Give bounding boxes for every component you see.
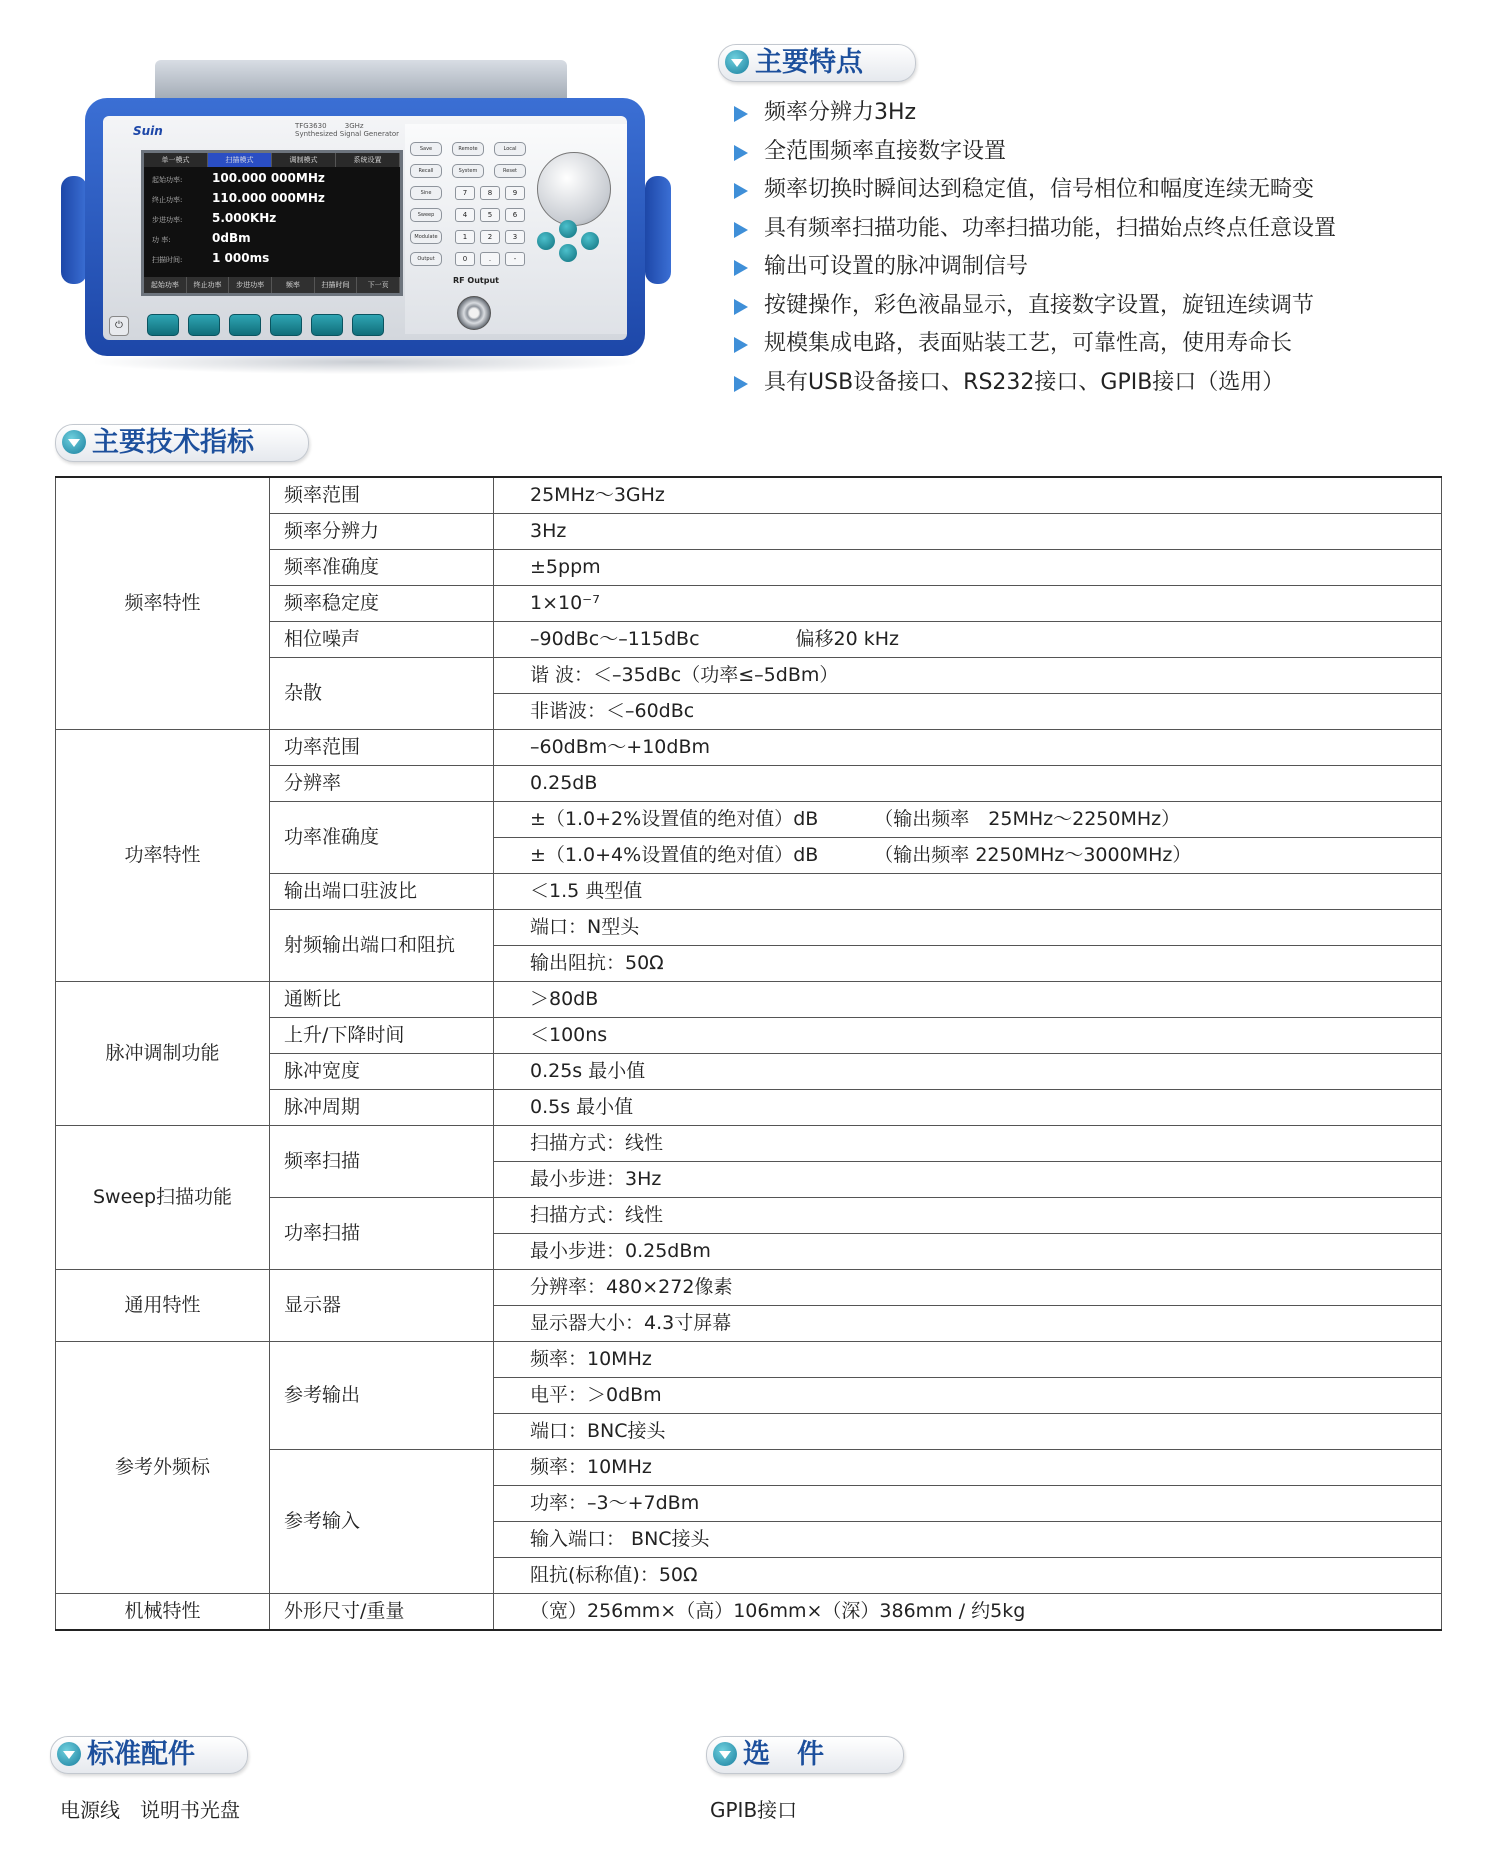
down-triangle-icon (62, 430, 86, 454)
function-key (229, 314, 261, 336)
item-cell: 频率扫描 (270, 1126, 494, 1198)
value-cell: 扫描方式：线性 (494, 1198, 1442, 1234)
value-text: ±（1.0+4%设置值的绝对值）dB (530, 844, 819, 866)
down-triangle-icon (57, 1742, 81, 1766)
features-heading (718, 44, 916, 82)
bullet-triangle-icon (734, 260, 748, 276)
feature-text: 按键操作，彩色液晶显示，直接数字设置，旋钮连续调节 (764, 292, 1315, 318)
numpad-key: 4 (455, 208, 475, 222)
category-cell: Sweep扫描功能 (56, 1126, 270, 1270)
optional-accessories: GPIB接口 (710, 1798, 798, 1822)
feature-item (730, 291, 1336, 330)
knob-icon (537, 152, 611, 226)
device-model-sub: Synthesized Signal Generator (295, 130, 400, 138)
feature-text: 规模集成电路，表面贴装工艺，可靠性高，使用寿命长 (764, 331, 1293, 356)
value-cell: 频率：10MHz (494, 1450, 1442, 1486)
bullet-triangle-icon (734, 376, 748, 392)
item-cell: 显示器 (270, 1270, 494, 1342)
value-cell: 1×10⁻⁷ (494, 586, 1442, 622)
numpad-key: 0 (455, 252, 475, 266)
arrow-pad-icon (537, 232, 555, 250)
item-cell: 频率分辨力 (270, 514, 494, 550)
item-cell: 功率准确度 (270, 802, 494, 874)
device-button: Output (410, 252, 442, 266)
bullet-triangle-icon (734, 106, 748, 122)
device-button: Sine (410, 186, 442, 200)
device-button: System (452, 164, 484, 178)
rf-output-label: RF Output (453, 276, 499, 285)
value-cell: 0.25s 最小值 (494, 1054, 1442, 1090)
arrow-pad-icon (559, 220, 577, 238)
value-cell: 3Hz (494, 514, 1442, 550)
feature-text: 具有频率扫描功能、功率扫描功能，扫描始点终点任意设置 (764, 215, 1337, 241)
specs-heading (55, 424, 309, 462)
options-heading (706, 1736, 904, 1774)
item-cell: 频率准确度 (270, 550, 494, 586)
device-model-number: TFG3630 (295, 122, 327, 130)
numpad-key: 2 (480, 230, 500, 244)
lcd-label: 功 率: (152, 236, 171, 244)
numpad-key: - (505, 252, 525, 266)
lcd-label: 起始功率: (152, 176, 183, 184)
item-cell: 脉冲宽度 (270, 1054, 494, 1090)
function-key (147, 314, 179, 336)
item-cell: 参考输入 (270, 1450, 494, 1594)
numpad-key: 5 (480, 208, 500, 222)
bullet-triangle-icon (734, 222, 748, 238)
value-cell: ＜1.5 典型值 (494, 874, 1442, 910)
value-cell: 扫描方式：线性 (494, 1126, 1442, 1162)
feature-text: 输出可设置的脉冲调制信号 (764, 254, 1029, 279)
item-cell: 功率范围 (270, 730, 494, 766)
table-row (56, 1126, 1442, 1162)
value-cell: –60dBm～+10dBm (494, 730, 1442, 766)
function-key (352, 314, 384, 336)
device-button: Save (410, 142, 442, 156)
value-cell: 输入端口： BNC接头 (494, 1522, 1442, 1558)
lcd-softkey: 下一页 (357, 277, 400, 293)
value-cell: 电平：＞0dBm (494, 1378, 1442, 1414)
lcd-value: 0dBm (212, 231, 251, 245)
item-cell: 杂散 (270, 658, 494, 730)
value-cell: 阻抗(标称值)：50Ω (494, 1558, 1442, 1594)
category-cell: 脉冲调制功能 (56, 982, 270, 1126)
device-button: Recall (410, 164, 442, 178)
category-cell: 参考外频标 (56, 1342, 270, 1594)
numpad-key: 8 (480, 186, 500, 200)
power-icon: ⏻ (109, 316, 129, 336)
device-brand: Suin (133, 124, 163, 138)
numpad-key: 9 (505, 186, 525, 200)
value-cell: 端口：BNC接头 (494, 1414, 1442, 1450)
value-cell: 输出阻抗：50Ω (494, 946, 1442, 982)
value-text: （输出频率 2250MHz～3000MHz） (874, 844, 1192, 866)
features-list (730, 98, 1336, 406)
value-text: 偏移20 kHz (795, 628, 900, 650)
signal-generator-image (55, 58, 675, 378)
category-cell: 功率特性 (56, 730, 270, 982)
category-cell: 机械特性 (56, 1594, 270, 1631)
feature-item (730, 252, 1336, 291)
device-handle-left (61, 176, 87, 284)
device-lcd (141, 150, 403, 296)
lcd-softkey: 起始功率 (144, 277, 187, 293)
standard-accessories: 电源线 说明书光盘 (60, 1798, 240, 1822)
lcd-value: 100.000 000MHz (212, 171, 325, 185)
table-row (56, 477, 1442, 514)
value-cell: 25MHz～3GHz (494, 477, 1442, 514)
value-cell (494, 802, 1442, 838)
feature-item (730, 98, 1336, 137)
bullet-triangle-icon (734, 183, 748, 199)
lcd-softkey-bar (144, 277, 400, 293)
lcd-label: 扫描时间: (152, 256, 183, 264)
feature-text: 频率分辨力3Hz (764, 100, 917, 125)
lcd-tab: 单一模式 (144, 153, 208, 167)
numpad-key: . (480, 252, 500, 266)
value-cell: 最小步进：0.25dBm (494, 1234, 1442, 1270)
device-model (295, 122, 399, 138)
item-cell: 脉冲周期 (270, 1090, 494, 1126)
value-cell: 端口：N型头 (494, 910, 1442, 946)
table-row (56, 1594, 1442, 1631)
numpad-key: 3 (505, 230, 525, 244)
standard-title: 标准配件 (87, 1739, 195, 1770)
lcd-value: 5.000KHz (212, 211, 277, 225)
value-text: ±（1.0+2%设置值的绝对值）dB (530, 808, 819, 830)
lcd-value: 110.000 000MHz (212, 191, 325, 205)
value-cell: ±5ppm (494, 550, 1442, 586)
value-cell: （宽）256mm×（高）106mm×（深）386mm / 约5kg (494, 1594, 1442, 1631)
arrow-pad-icon (559, 244, 577, 262)
spec-table (55, 476, 1442, 1631)
table-row (56, 730, 1442, 766)
lcd-softkey: 扫描时间 (315, 277, 358, 293)
value-cell: 频率：10MHz (494, 1342, 1442, 1378)
value-text: –90dBc～–115dBc (530, 628, 700, 650)
feature-text: 全范围频率直接数字设置 (764, 138, 1007, 164)
value-cell: 非谐波：＜–60dBc (494, 694, 1442, 730)
lcd-softkey: 频率 (272, 277, 315, 293)
item-cell: 分辨率 (270, 766, 494, 802)
value-cell: 最小步进：3Hz (494, 1162, 1442, 1198)
feature-item (730, 368, 1336, 407)
table-row (56, 1342, 1442, 1378)
table-row (56, 1270, 1442, 1306)
item-cell: 频率稳定度 (270, 586, 494, 622)
table-row (56, 982, 1442, 1018)
lcd-tab: 调制模式 (272, 153, 336, 167)
function-key (311, 314, 343, 336)
lcd-softkey: 终止功率 (187, 277, 230, 293)
feature-text: 具有USB设备接口、RS232接口、GPIB接口（选用） (764, 369, 1285, 395)
device-button: Reset (494, 164, 526, 178)
item-cell: 上升/下降时间 (270, 1018, 494, 1054)
standard-heading (50, 1736, 248, 1774)
lcd-tab: 系统设置 (336, 153, 400, 167)
item-cell: 外形尺寸/重量 (270, 1594, 494, 1631)
category-cell: 频率特性 (56, 477, 270, 730)
down-triangle-icon (713, 1742, 737, 1766)
value-cell: ＞80dB (494, 982, 1442, 1018)
item-cell: 输出端口驻波比 (270, 874, 494, 910)
numpad-key: 7 (455, 186, 475, 200)
value-cell: 0.5s 最小值 (494, 1090, 1442, 1126)
value-cell (494, 622, 1442, 658)
lcd-tab-active: 扫描模式 (208, 153, 272, 167)
value-cell: 分辨率：480×272像素 (494, 1270, 1442, 1306)
arrow-pad-icon (581, 232, 599, 250)
bullet-triangle-icon (734, 337, 748, 353)
function-key (270, 314, 302, 336)
item-cell: 参考输出 (270, 1342, 494, 1450)
down-triangle-icon (725, 50, 749, 74)
device-button: Remote (452, 142, 484, 156)
value-cell: 功率：–3～+7dBm (494, 1486, 1442, 1522)
device-button: Sweep (410, 208, 442, 222)
options-title: 选 件 (743, 1739, 824, 1770)
item-cell: 相位噪声 (270, 622, 494, 658)
value-cell: 0.25dB (494, 766, 1442, 802)
value-cell: 谐 波：＜–35dBc（功率≤–5dBm） (494, 658, 1442, 694)
features-title: 主要特点 (755, 47, 863, 78)
category-cell: 通用特性 (56, 1270, 270, 1342)
lcd-softkey: 步进功率 (229, 277, 272, 293)
feature-item (730, 214, 1336, 253)
item-cell: 功率扫描 (270, 1198, 494, 1270)
lcd-label: 步进功率: (152, 216, 183, 224)
value-cell: ＜100ns (494, 1018, 1442, 1054)
bullet-triangle-icon (734, 145, 748, 161)
device-handle-right (645, 176, 671, 284)
function-key (188, 314, 220, 336)
device-model-freq: 3GHz (344, 122, 364, 130)
lcd-value: 1 000ms (212, 251, 270, 265)
bullet-triangle-icon (734, 299, 748, 315)
numpad-key: 6 (505, 208, 525, 222)
value-text: （输出频率 25MHz～2250MHz） (874, 808, 1181, 830)
feature-item (730, 137, 1336, 176)
feature-item (730, 175, 1336, 214)
numpad-key: 1 (455, 230, 475, 244)
lcd-label: 终止功率: (152, 196, 183, 204)
value-cell: 显示器大小：4.3寸屏幕 (494, 1306, 1442, 1342)
value-cell (494, 838, 1442, 874)
feature-item (730, 329, 1336, 368)
lcd-tab-bar (144, 153, 400, 167)
rf-connector-icon (457, 296, 491, 330)
device-button: Modulate (410, 230, 442, 244)
item-cell: 通断比 (270, 982, 494, 1018)
specs-title: 主要技术指标 (92, 427, 254, 458)
feature-text: 频率切换时瞬间达到稳定值，信号相位和幅度连续无畸变 (764, 177, 1315, 202)
item-cell: 射频输出端口和阻抗 (270, 910, 494, 982)
item-cell: 频率范围 (270, 477, 494, 514)
device-button: Local (494, 142, 526, 156)
